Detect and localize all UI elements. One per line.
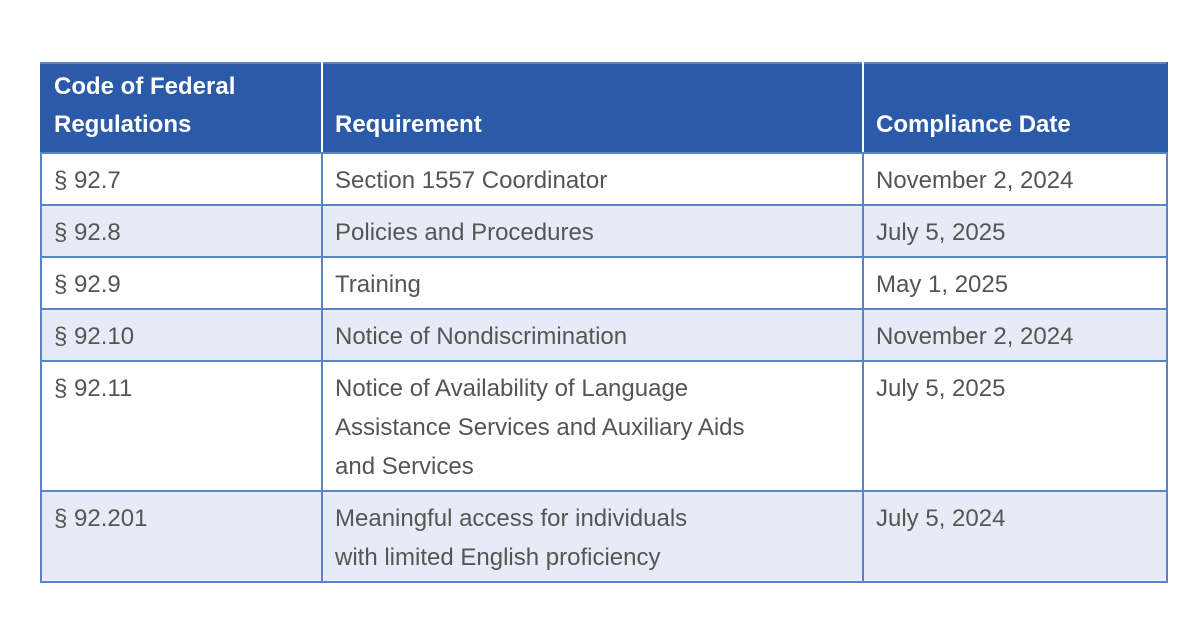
requirement-line: and Services <box>335 453 474 480</box>
header-row <box>41 63 1167 153</box>
requirement-cell <box>322 257 863 309</box>
compliance-date-cell: July 5, 2024 <box>863 491 1167 582</box>
requirement-cell <box>322 153 863 205</box>
requirement-line: Policies and Procedures <box>335 219 594 246</box>
requirement-line: Assistance Services and Auxiliary Aids <box>335 414 745 441</box>
requirement-cell <box>322 205 863 257</box>
requirement-line: Notice of Nondiscrimination <box>335 323 628 350</box>
requirement-cell <box>322 491 863 582</box>
cfr-cell: § 92.11 <box>41 361 322 491</box>
table-row <box>41 153 1167 205</box>
compliance-date-cell: November 2, 2024 <box>863 153 1167 205</box>
requirement-cell <box>322 309 863 361</box>
header-requirement: Requirement <box>322 63 863 153</box>
table-row <box>41 309 1167 361</box>
header-compliance-date: Compliance Date <box>863 63 1167 153</box>
cfr-cell: § 92.10 <box>41 309 322 361</box>
requirement-line: Meaningful access for individuals <box>335 505 688 532</box>
compliance-date-cell: May 1, 2025 <box>863 257 1167 309</box>
cfr-cell: § 92.7 <box>41 153 322 205</box>
compliance-date-cell: July 5, 2025 <box>863 361 1167 491</box>
header-cfr <box>41 63 322 153</box>
cfr-cell: § 92.9 <box>41 257 322 309</box>
compliance-date-cell: November 2, 2024 <box>863 309 1167 361</box>
compliance-table <box>40 62 1168 583</box>
compliance-date-cell: July 5, 2025 <box>863 205 1167 257</box>
header-cfr-line: Regulations <box>54 111 192 138</box>
requirement-line: Section 1557 Coordinator <box>335 167 608 194</box>
table-row <box>41 361 1167 491</box>
header-cfr-line: Code of Federal <box>54 73 236 100</box>
cfr-cell: § 92.201 <box>41 491 322 582</box>
requirement-cell <box>322 361 863 491</box>
requirement-line: Training <box>335 271 421 298</box>
requirement-line: Notice of Availability of Language <box>335 375 689 402</box>
table-row <box>41 205 1167 257</box>
table-row <box>41 491 1167 582</box>
table-row <box>41 257 1167 309</box>
requirement-line: with limited English proficiency <box>335 544 661 571</box>
cfr-cell: § 92.8 <box>41 205 322 257</box>
